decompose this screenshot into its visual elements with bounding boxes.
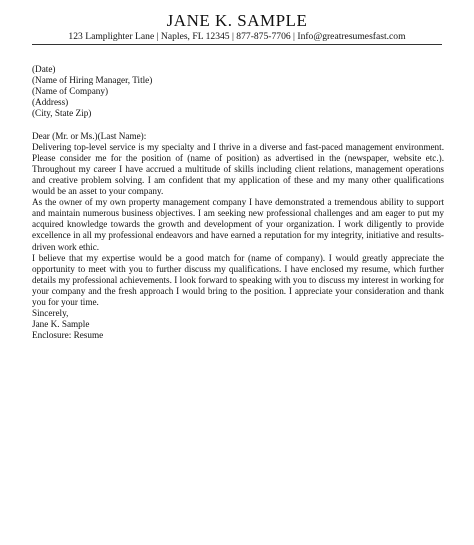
- paragraph-2: As the owner of my own property management company I have demonstrated a tremendous ability to support and maintain numerous business objectives. I am seeking new professional challenges and am eager to put my acquired knowledge towards the growth and development of your organization. I work diligently to provide excellence in all my professional endeavors and have earned a reputation for my integrity, initiative and results-driven work ethic.: [32, 197, 444, 252]
- paragraph-3: I believe that my expertise would be a good match for (name of company). I would greatly appreciate the opportunity to meet with you to further discuss my qualifications. I have enclosed my resume, which further details my professional achievements. I look forward to speaking with you to discuss my interest in working for your company and the fresh approach I would bring to the position. I appreciate your consideration and thank you for your time.: [32, 252, 444, 307]
- closing: Sincerely,: [32, 308, 69, 319]
- paragraph-1: Delivering top-level service is my specialty and I thrive in a diverse and fast-paced management environment. Please consider me for the position of (name of position) as advertised in the (newspaper, website etc.). Throughout my career I have accrued a multitude of skills including client relations, management operations and creative problem solving. I am confident that my application of these and my many other qualifications would be an asset to your company.: [32, 141, 444, 197]
- letter-body: [32, 64, 444, 341]
- header-divider: [32, 44, 442, 45]
- letter-date: (Date): [32, 64, 56, 74]
- sender-name: JANE K. SAMPLE: [166, 11, 308, 30]
- enclosure-line: Enclosure: Resume: [32, 330, 104, 341]
- recipient-address: (Address): [32, 97, 69, 108]
- recipient-name: (Name of Hiring Manager, Title): [32, 75, 153, 86]
- sender-contact-line: 123 Lamplighter Lane | Naples, FL 12345 | 877-875-7706 | Info@greatresumesfast.com: [68, 31, 406, 42]
- salutation: Dear (Mr. or Ms.)(Last Name):: [32, 130, 147, 141]
- recipient-company: (Name of Company): [32, 86, 109, 97]
- signature-name: Jane K. Sample: [32, 319, 90, 330]
- recipient-city: (City, State Zip): [32, 108, 92, 119]
- recipient-block: [32, 75, 444, 119]
